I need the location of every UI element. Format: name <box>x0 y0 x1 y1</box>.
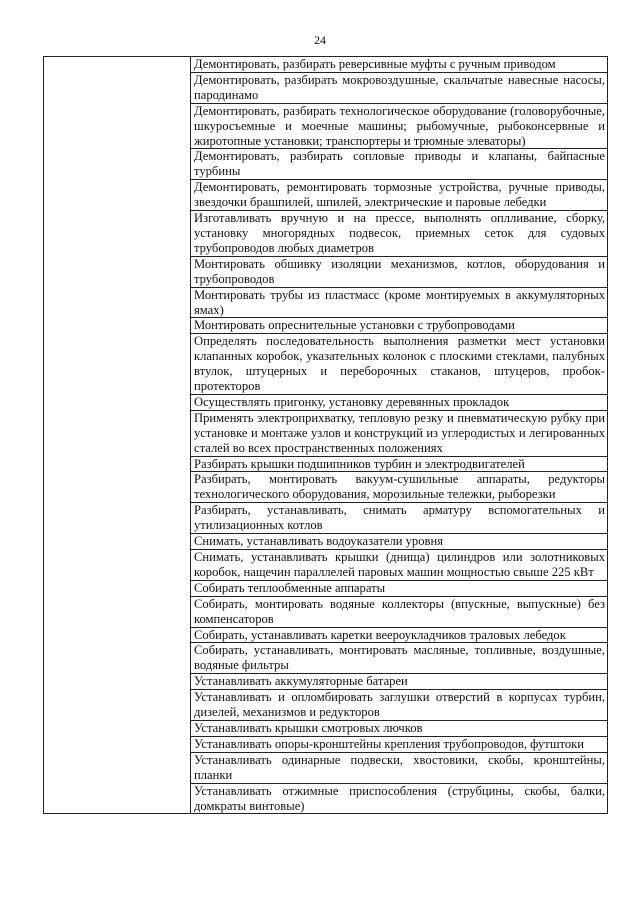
table-cell: Разбирать, устанавливать, снимать арматуру вспомогательных и утилизационных котлов <box>191 503 608 534</box>
table-cell: Снимать, устанавливать водоуказатели уровня <box>191 534 608 550</box>
table-cell: Определять последовательность выполнения разметки мест установки клапанных коробок, указательных колонок с плоскими стеклами, палубных втулок, штуцерных и переборочных стаканов, штуцеров, пробок-протекторов <box>191 334 608 395</box>
table-cell: Собирать, устанавливать, монтировать масляные, топливные, воздушные, водяные фильтры <box>191 643 608 674</box>
table-cell: Устанавливать аккумуляторные батареи <box>191 674 608 690</box>
table-cell: Собирать, монтировать водяные коллекторы (впускные, выпускные) без компенсаторов <box>191 596 608 627</box>
labor-actions-table <box>43 56 608 814</box>
table-cell: Устанавливать крышки смотровых лючков <box>191 720 608 736</box>
table-cell: Монтировать трубы из пластмасс (кроме монтируемых в аккумуляторных ямах) <box>191 287 608 318</box>
table-cell: Устанавливать одинарные подвески, хвостовики, скобы, кронштейны, планки <box>191 752 608 783</box>
table-cell: Демонтировать, разбирать мокровоздушные, скальчатые навесные насосы, пародинамо <box>191 72 608 103</box>
table-cell: Демонтировать, ремонтировать тормозные устройства, ручные приводы, звездочки брашпилей, шпилей, электрические и паровые лебедки <box>191 180 608 211</box>
table-cell: Устанавливать отжимные приспособления (струбцины, скобы, балки, домкраты винтовые) <box>191 783 608 814</box>
table-cell: Монтировать обшивку изоляции механизмов, котлов, оборудования и трубопроводов <box>191 256 608 287</box>
table-cell: Демонтировать, разбирать сопловые приводы и клапаны, байпасные турбины <box>191 149 608 180</box>
table-cell: Разбирать, монтировать вакуум-сушильные аппараты, редукторы технологического оборудования, морозильные тележки, рыборезки <box>191 472 608 503</box>
table-cell: Изготавливать вручную и на прессе, выполнять оплливание, сборку, установку многорядных подвесок, приемных сеток для судовых трубопроводов любых диаметров <box>191 211 608 257</box>
table-cell: Собирать теплообменные аппараты <box>191 580 608 596</box>
table-row <box>44 57 608 73</box>
table-cell: Монтировать опреснительные установки с трубопроводами <box>191 318 608 334</box>
table-cell: Собирать, устанавливать каретки веероукладчиков траловых лебедок <box>191 627 608 643</box>
page-number: 24 <box>314 33 326 47</box>
labor-function-cell <box>44 57 191 814</box>
table-cell: Снимать, устанавливать крышки (днища) цилиндров или золотниковых коробок, нащечин параллелей паровых машин мощностью свыше 225 кВт <box>191 550 608 581</box>
table-cell: Демонтировать, разбирать технологическое оборудование (головорубочные, шкуросъемные и моечные машины; рыбомучные, рыбоконсервные и жиротопные установки; транспортеры и трюмные элеваторы) <box>191 103 608 149</box>
table-cell: Устанавливать и опломбировать заглушки отверстий в корпусах турбин, дизелей, механизмов и редукторов <box>191 690 608 721</box>
table-cell: Применять электроприхватку, тепловую резку и пневматическую рубку при установке и монтаже узлов и конструкций из углеродистых и легированных сталей во всех пространственных положениях <box>191 410 608 456</box>
table-cell: Осуществлять пригонку, установку деревянных прокладок <box>191 394 608 410</box>
table-cell: Демонтировать, разбирать реверсивные муфты с ручным приводом <box>191 57 608 73</box>
table-cell: Устанавливать опоры-кронштейны крепления трубопроводов, футштоки <box>191 736 608 752</box>
table-cell: Разбирать крышки подшипников турбин и электродвигателей <box>191 456 608 472</box>
